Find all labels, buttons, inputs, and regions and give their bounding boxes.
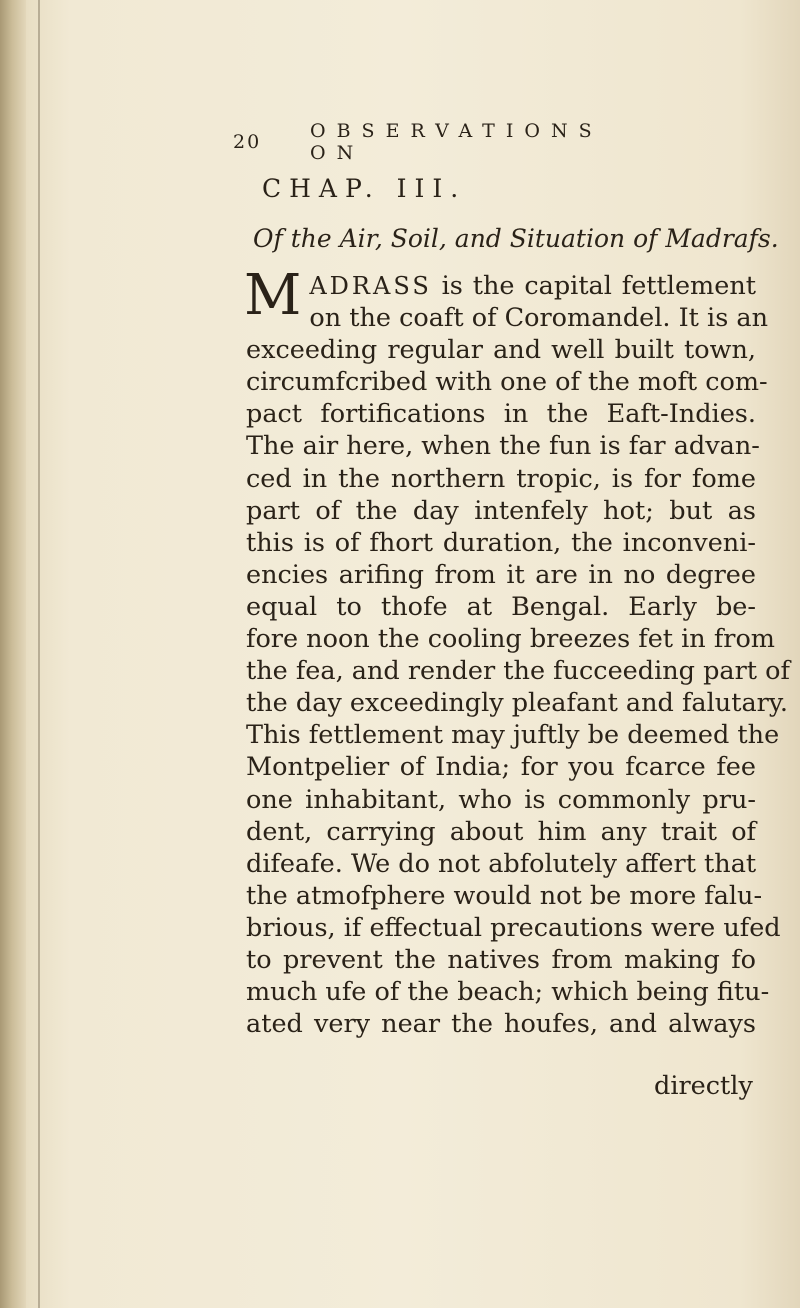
- text-line-9: this is of fhort duration, the inconveni-: [246, 527, 756, 558]
- text-line-5: pact fortifications in the Eaft-Indies.: [246, 399, 756, 430]
- running-head: [233, 120, 633, 164]
- text-line-1: [246, 270, 756, 302]
- text-line-15: This fettlement may juftly be deemed the: [246, 720, 780, 751]
- body-text: [244, 263, 790, 1040]
- text-line-21: brious, if effectual precautions were ufed: [246, 912, 781, 943]
- chapter-heading: CHAP. III.: [262, 174, 467, 203]
- text-line-13: the fea, and render the fucceeding part of: [246, 656, 790, 687]
- text-line-7: ced in the northern tropic, is for fome: [246, 463, 756, 494]
- first-word-smallcaps: ADRASS: [309, 272, 432, 300]
- text-line-19: difeafe. We do not abfolutely affert that: [246, 848, 757, 879]
- text-line-10: encies arifing from it are in no degree: [246, 559, 756, 590]
- page-binding-shadow: [0, 0, 26, 1308]
- chapter-subtitle: Of the Air, Soil, and Situation of Madrafs.: [253, 224, 779, 253]
- text-line-16: Montpelier of India; for you fcarce fee: [246, 752, 756, 783]
- text-line-24: ated very near the houfes, and always: [246, 1009, 756, 1040]
- text-line-8: part of the day intenfely hot; but as: [246, 495, 756, 526]
- text-line-22: to prevent the natives from making fo: [246, 944, 756, 975]
- page-number: 20: [233, 131, 262, 153]
- running-title: OBSERVATIONS ON: [310, 120, 603, 164]
- text-line-23: much ufe of the beach; which being fitu-: [246, 977, 770, 1008]
- text-line-17: one inhabitant, who is commonly pru-: [246, 784, 756, 815]
- text-line-18: dent, carrying about him any trait of: [246, 816, 756, 847]
- text-line-6: The air here, when the fun is far advan-: [246, 431, 760, 462]
- text-line-12: fore noon the cooling breezes fet in from: [246, 624, 775, 655]
- drop-cap: M: [244, 263, 302, 328]
- text-line-20: the atmofphere would not be more falu-: [246, 880, 763, 911]
- text-line-2: on the coaft of Coromandel. It is an: [309, 303, 769, 334]
- catchword: directly: [654, 1071, 753, 1101]
- binding-edge: [38, 0, 40, 1308]
- text-line-1-rest: is the capital fettlement: [431, 271, 756, 301]
- text-line-3: exceeding regular and well built town,: [246, 335, 756, 366]
- text-line-4: circumfcribed with one of the moft com-: [246, 367, 768, 398]
- text-line-14: the day exceedingly pleafant and falutary.: [246, 688, 788, 719]
- text-line-11: equal to thofe at Bengal. Early be-: [246, 591, 756, 622]
